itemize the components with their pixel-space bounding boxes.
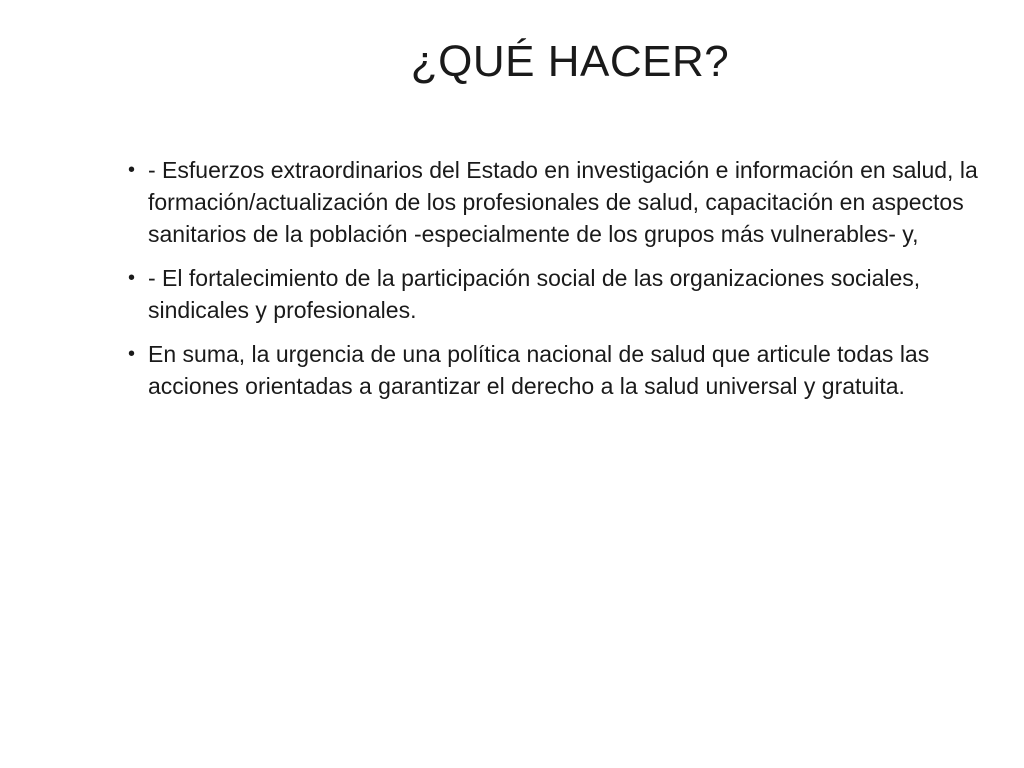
bullet-text: - El fortalecimiento de la participación social de las organizaciones sociales, sindicales y profesionales. bbox=[148, 265, 921, 323]
bullet-text: - Esfuerzos extraordinarios del Estado en investigación e información en salud, la formación/actualización de los profesionales de salud, capacitación en aspectos sanitarios de la población -especialmente de los grupos más vulnerables- y, bbox=[148, 157, 978, 247]
bullet-text: En suma, la urgencia de una política nacional de salud que articule todas las acciones orientadas a garantizar el derecho a la salud universal y gratuita. bbox=[148, 341, 930, 399]
bullet-item bbox=[128, 338, 988, 402]
bullet-item bbox=[128, 154, 988, 250]
bullet-list bbox=[128, 154, 988, 414]
bullet-icon: • bbox=[128, 159, 136, 181]
bullet-icon: • bbox=[128, 267, 136, 289]
bullet-item bbox=[128, 262, 988, 326]
bullet-icon: • bbox=[128, 343, 136, 365]
slide-title: ¿QUÉ HACER? bbox=[410, 37, 730, 86]
